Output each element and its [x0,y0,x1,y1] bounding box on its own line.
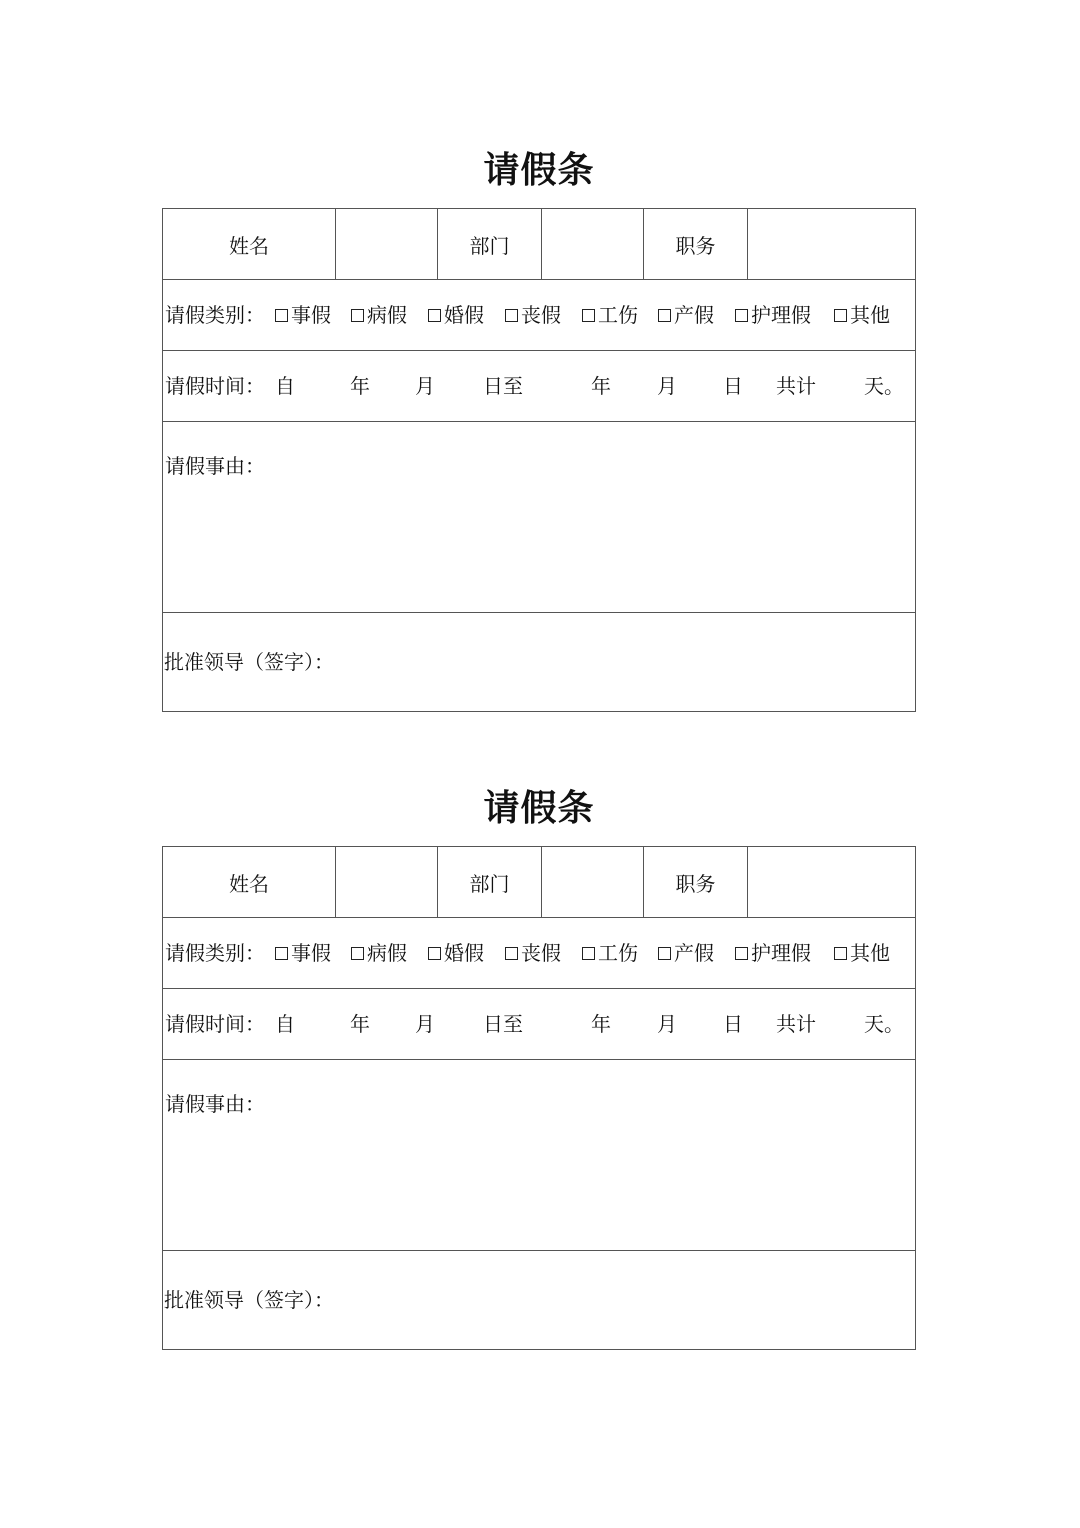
leave-form-table [162,208,916,712]
month-text: 月 [415,1012,435,1036]
day-to-text: 日至 [483,374,523,398]
checkbox-icon[interactable] [351,309,364,322]
leave-time-label: 请假时间： [165,374,265,398]
leave-type-option[interactable]: 事假 [275,303,331,327]
day-text: 日 [723,374,743,398]
day-text: 日 [723,1012,743,1036]
year-text: 年 [350,1012,370,1036]
year-text: 年 [350,374,370,398]
month-text: 月 [415,374,435,398]
leave-type-option[interactable]: 病假 [351,941,407,965]
month-text: 月 [657,374,677,398]
leave-reason-row[interactable] [163,421,915,612]
checkbox-icon[interactable] [428,309,441,322]
leave-type-option[interactable]: 丧假 [505,941,561,965]
leave-type-option[interactable]: 工伤 [582,303,638,327]
position-field[interactable] [747,209,917,279]
name-label: 姓名 [229,233,269,258]
form-title: 请假条 [483,787,595,829]
checkbox-icon[interactable] [351,947,364,960]
approver-label: 批准领导（签字）： [164,1288,334,1312]
checkbox-icon[interactable] [582,947,595,960]
from-text: 自 [275,374,295,398]
year-text: 年 [591,1012,611,1036]
leave-type-option[interactable]: 丧假 [505,303,561,327]
approver-row[interactable] [163,612,915,711]
checkbox-icon[interactable] [735,309,748,322]
leave-reason-label: 请假事由： [165,454,265,478]
total-text: 共计 [776,374,816,398]
dept-field[interactable] [541,209,643,279]
checkbox-icon[interactable] [275,309,288,322]
checkbox-icon[interactable] [505,309,518,322]
leave-time-label: 请假时间： [165,1012,265,1036]
leave-type-option[interactable]: 产假 [658,303,714,327]
leave-type-option[interactable]: 产假 [658,941,714,965]
position-label: 职务 [643,847,747,917]
leave-reason-row[interactable] [163,1059,915,1250]
leave-type-option[interactable]: 护理假 [735,941,811,965]
leave-type-option[interactable]: 护理假 [735,303,811,327]
name-label: 姓名 [229,871,269,896]
checkbox-icon[interactable] [834,309,847,322]
position-field[interactable] [747,847,917,917]
position-label: 职务 [643,209,747,279]
form-title: 请假条 [483,149,595,191]
leave-type-option[interactable]: 婚假 [428,941,484,965]
leave-type-option[interactable]: 事假 [275,941,331,965]
month-text: 月 [657,1012,677,1036]
checkbox-icon[interactable] [428,947,441,960]
name-field[interactable] [335,209,437,279]
name-field[interactable] [335,847,437,917]
leave-type-label: 请假类别： [165,303,265,327]
dept-field[interactable] [541,847,643,917]
days-text: 天。 [864,1012,904,1036]
from-text: 自 [275,1012,295,1036]
leave-time-row [163,988,915,1059]
dept-label: 部门 [437,847,541,917]
checkbox-icon[interactable] [834,947,847,960]
basic-info-row [163,847,915,917]
checkbox-icon[interactable] [658,309,671,322]
checkbox-icon[interactable] [275,947,288,960]
leave-type-label: 请假类别： [165,941,265,965]
year-text: 年 [591,374,611,398]
leave-type-option[interactable]: 工伤 [582,941,638,965]
leave-type-option[interactable]: 其他 [834,941,890,965]
leave-type-option[interactable]: 病假 [351,303,407,327]
leave-time-row [163,350,915,421]
checkbox-icon[interactable] [505,947,518,960]
checkbox-icon[interactable] [735,947,748,960]
leave-form-table [162,846,916,1350]
leave-type-row [163,279,915,350]
leave-type-option[interactable]: 其他 [834,303,890,327]
leave-type-row [163,917,915,988]
approver-label: 批准领导（签字）： [164,650,334,674]
leave-reason-label: 请假事由： [165,1092,265,1116]
days-text: 天。 [864,374,904,398]
leave-type-option[interactable]: 婚假 [428,303,484,327]
basic-info-row [163,209,915,279]
approver-row[interactable] [163,1250,915,1349]
total-text: 共计 [776,1012,816,1036]
dept-label: 部门 [437,209,541,279]
day-to-text: 日至 [483,1012,523,1036]
checkbox-icon[interactable] [658,947,671,960]
checkbox-icon[interactable] [582,309,595,322]
